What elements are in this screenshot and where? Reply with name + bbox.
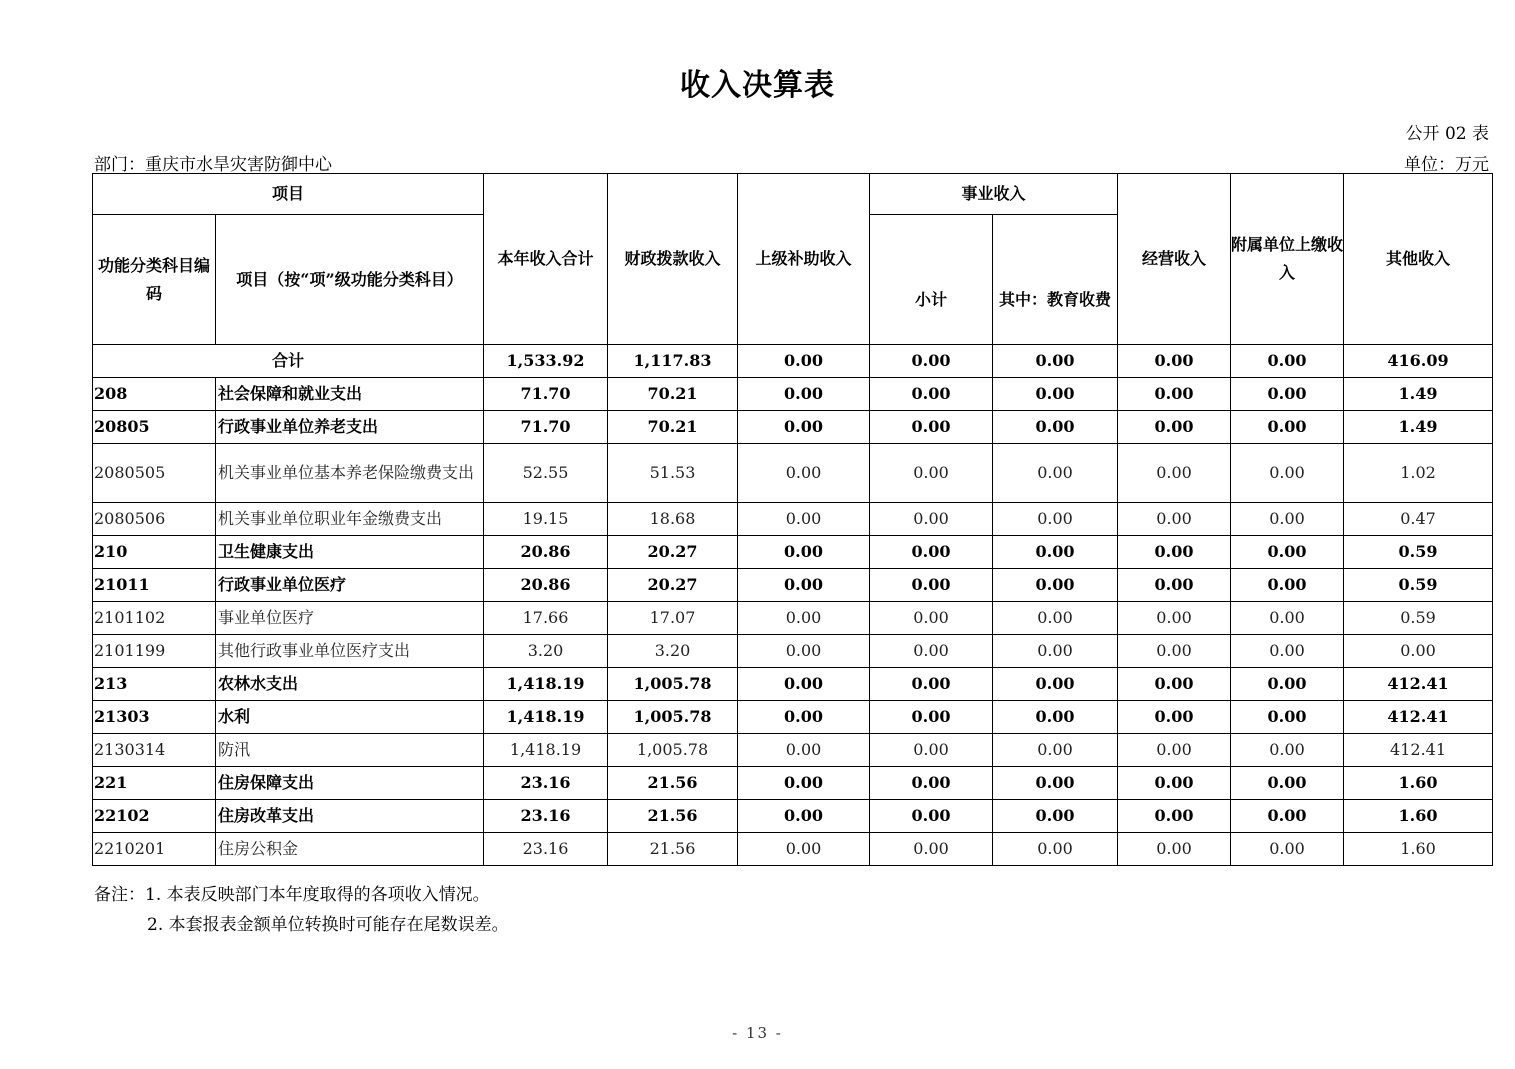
row-code: 2130314 <box>93 734 216 767</box>
row-value: 1,418.19 <box>484 734 608 767</box>
row-code: 20805 <box>93 411 216 444</box>
row-value: 52.55 <box>484 444 608 503</box>
row-value: 0.00 <box>1231 378 1344 411</box>
row-value: 23.16 <box>484 800 608 833</box>
row-value: 0.00 <box>1118 536 1231 569</box>
row-value: 70.21 <box>608 411 738 444</box>
row-value: 0.00 <box>993 800 1118 833</box>
row-value: 0.00 <box>993 378 1118 411</box>
row-value: 71.70 <box>484 411 608 444</box>
row-value: 1,005.78 <box>608 734 738 767</box>
table-row <box>93 569 1493 602</box>
row-value: 0.00 <box>1231 668 1344 701</box>
page-title: 收入决算表 <box>680 68 835 103</box>
row-value: 0.00 <box>1231 602 1344 635</box>
row-value: 17.66 <box>484 602 608 635</box>
row-value: 0.00 <box>1231 536 1344 569</box>
row-value: 20.86 <box>484 536 608 569</box>
row-value: 1.60 <box>1344 800 1493 833</box>
row-value: 0.00 <box>870 536 993 569</box>
header-business-group: 事业收入 <box>870 174 1118 215</box>
row-code: 2101102 <box>93 602 216 635</box>
row-code: 221 <box>93 767 216 800</box>
row-value: 0.00 <box>1118 767 1231 800</box>
row-value: 18.68 <box>608 503 738 536</box>
row-value: 21.56 <box>608 800 738 833</box>
row-value: 0.00 <box>1118 800 1231 833</box>
row-value: 0.00 <box>738 668 870 701</box>
table-row <box>93 536 1493 569</box>
header-affiliated: 附属单位上缴收入 <box>1231 174 1344 345</box>
row-value: 1.49 <box>1344 411 1493 444</box>
row-code: 2080506 <box>93 503 216 536</box>
row-value: 1.49 <box>1344 378 1493 411</box>
row-value: 0.00 <box>1118 734 1231 767</box>
row-value: 0.00 <box>870 569 993 602</box>
row-value: 71.70 <box>484 378 608 411</box>
table-row <box>93 635 1493 668</box>
header-fiscal: 财政拨款收入 <box>608 174 738 345</box>
total-row <box>93 345 1493 378</box>
row-value: 0.00 <box>870 701 993 734</box>
row-value: 0.00 <box>993 668 1118 701</box>
row-value: 1.60 <box>1344 833 1493 866</box>
row-value: 1,418.19 <box>484 668 608 701</box>
row-name: 事业单位医疗 <box>216 602 484 635</box>
table-row <box>93 411 1493 444</box>
row-value: 3.20 <box>484 635 608 668</box>
row-value: 0.00 <box>993 411 1118 444</box>
unit-label: 单位：万元 <box>1404 155 1489 175</box>
row-code: 21011 <box>93 569 216 602</box>
row-value: 0.00 <box>870 833 993 866</box>
note-1: 备注：1. 本表反映部门本年度取得的各项收入情况。 <box>94 885 490 905</box>
row-value: 412.41 <box>1344 734 1493 767</box>
row-value: 0.00 <box>1231 444 1344 503</box>
row-value: 1,005.78 <box>608 701 738 734</box>
table-row <box>93 668 1493 701</box>
row-value: 20.27 <box>608 569 738 602</box>
row-value: 0.00 <box>993 833 1118 866</box>
row-value: 0.00 <box>738 602 870 635</box>
row-value: 0.00 <box>870 444 993 503</box>
row-value: 0.00 <box>870 734 993 767</box>
row-value: 0.00 <box>738 767 870 800</box>
row-name: 机关事业单位职业年金缴费支出 <box>216 503 484 536</box>
row-value: 51.53 <box>608 444 738 503</box>
header-subtotal: 小计 <box>870 215 993 345</box>
row-value: 1.60 <box>1344 767 1493 800</box>
row-code: 22102 <box>93 800 216 833</box>
row-value: 0.00 <box>1118 378 1231 411</box>
total-cell: 416.09 <box>1344 345 1493 378</box>
row-value: 21.56 <box>608 833 738 866</box>
header-superior: 上级补助收入 <box>738 174 870 345</box>
form-number: 公开 02 表 <box>1405 124 1489 144</box>
row-value: 0.00 <box>738 833 870 866</box>
row-value: 0.59 <box>1344 602 1493 635</box>
total-cell: 1,533.92 <box>484 345 608 378</box>
note-2: 2. 本套报表金额单位转换时可能存在尾数误差。 <box>147 915 509 935</box>
row-name: 社会保障和就业支出 <box>216 378 484 411</box>
row-name: 卫生健康支出 <box>216 536 484 569</box>
row-name: 农林水支出 <box>216 668 484 701</box>
income-table <box>92 173 1493 866</box>
row-name: 水利 <box>216 701 484 734</box>
table-row <box>93 833 1493 866</box>
row-value: 0.00 <box>1118 668 1231 701</box>
row-value: 0.00 <box>1231 800 1344 833</box>
row-value: 0.00 <box>870 503 993 536</box>
row-value: 0.00 <box>1231 569 1344 602</box>
row-name: 其他行政事业单位医疗支出 <box>216 635 484 668</box>
row-value: 0.00 <box>870 602 993 635</box>
row-value: 0.00 <box>993 734 1118 767</box>
row-value: 0.00 <box>1231 734 1344 767</box>
row-name: 机关事业单位基本养老保险缴费支出 <box>216 444 484 503</box>
header-education: 其中：教育收费 <box>993 215 1118 345</box>
row-name: 防汛 <box>216 734 484 767</box>
row-value: 0.00 <box>738 503 870 536</box>
row-value: 0.00 <box>1118 701 1231 734</box>
row-name: 住房公积金 <box>216 833 484 866</box>
row-value: 1.02 <box>1344 444 1493 503</box>
total-label: 合计 <box>93 345 484 378</box>
table-row <box>93 701 1493 734</box>
row-value: 0.00 <box>993 444 1118 503</box>
row-value: 19.15 <box>484 503 608 536</box>
row-value: 0.00 <box>870 411 993 444</box>
row-value: 0.00 <box>738 411 870 444</box>
row-code: 210 <box>93 536 216 569</box>
row-value: 0.00 <box>738 444 870 503</box>
row-value: 0.00 <box>870 635 993 668</box>
row-value: 0.00 <box>1118 411 1231 444</box>
row-value: 70.21 <box>608 378 738 411</box>
row-value: 0.59 <box>1344 569 1493 602</box>
row-value: 0.00 <box>738 569 870 602</box>
row-value: 3.20 <box>608 635 738 668</box>
row-value: 412.41 <box>1344 701 1493 734</box>
row-value: 0.00 <box>993 569 1118 602</box>
row-value: 0.00 <box>1231 833 1344 866</box>
row-value: 0.00 <box>1231 701 1344 734</box>
row-value: 0.00 <box>993 701 1118 734</box>
row-value: 0.00 <box>738 536 870 569</box>
header-name: 项目（按“项”级功能分类科目） <box>216 215 484 345</box>
row-code: 2101199 <box>93 635 216 668</box>
row-code: 2210201 <box>93 833 216 866</box>
row-value: 0.00 <box>870 800 993 833</box>
row-value: 0.00 <box>1118 569 1231 602</box>
row-value: 20.86 <box>484 569 608 602</box>
row-code: 213 <box>93 668 216 701</box>
total-cell: 0.00 <box>1231 345 1344 378</box>
row-value: 0.00 <box>1231 411 1344 444</box>
header-item: 项目 <box>93 174 484 215</box>
row-value: 0.00 <box>1118 444 1231 503</box>
total-cell: 0.00 <box>870 345 993 378</box>
row-value: 17.07 <box>608 602 738 635</box>
header-other: 其他收入 <box>1344 174 1493 345</box>
department-label: 部门：重庆市水旱灾害防御中心 <box>94 155 332 175</box>
row-value: 1,005.78 <box>608 668 738 701</box>
header-operating: 经营收入 <box>1118 174 1231 345</box>
row-value: 0.00 <box>1231 503 1344 536</box>
table-row <box>93 767 1493 800</box>
row-value: 0.59 <box>1344 536 1493 569</box>
row-value: 23.16 <box>484 767 608 800</box>
row-value: 0.00 <box>1118 602 1231 635</box>
row-value: 0.00 <box>1231 767 1344 800</box>
row-name: 行政事业单位养老支出 <box>216 411 484 444</box>
table-row <box>93 800 1493 833</box>
row-value: 0.47 <box>1344 503 1493 536</box>
row-value: 0.00 <box>993 602 1118 635</box>
row-value: 0.00 <box>738 800 870 833</box>
total-cell: 0.00 <box>1118 345 1231 378</box>
table-row <box>93 734 1493 767</box>
row-value: 0.00 <box>738 378 870 411</box>
table-row <box>93 444 1493 503</box>
row-value: 0.00 <box>870 378 993 411</box>
row-value: 412.41 <box>1344 668 1493 701</box>
table-row <box>93 503 1493 536</box>
row-value: 21.56 <box>608 767 738 800</box>
row-value: 0.00 <box>1231 635 1344 668</box>
total-cell: 0.00 <box>993 345 1118 378</box>
row-code: 2080505 <box>93 444 216 503</box>
table-row <box>93 602 1493 635</box>
total-cell: 0.00 <box>738 345 870 378</box>
row-value: 0.00 <box>993 767 1118 800</box>
table-row <box>93 378 1493 411</box>
header-code: 功能分类科目编码 <box>93 215 216 345</box>
row-value: 0.00 <box>738 734 870 767</box>
row-value: 0.00 <box>1344 635 1493 668</box>
page-number: - 13 - <box>732 1024 783 1042</box>
row-value: 0.00 <box>993 536 1118 569</box>
row-name: 行政事业单位医疗 <box>216 569 484 602</box>
row-value: 0.00 <box>993 635 1118 668</box>
row-value: 0.00 <box>870 767 993 800</box>
row-code: 21303 <box>93 701 216 734</box>
total-cell: 1,117.83 <box>608 345 738 378</box>
row-value: 0.00 <box>1118 635 1231 668</box>
row-name: 住房改革支出 <box>216 800 484 833</box>
row-value: 0.00 <box>993 503 1118 536</box>
row-value: 0.00 <box>1118 833 1231 866</box>
row-value: 0.00 <box>870 668 993 701</box>
row-code: 208 <box>93 378 216 411</box>
row-value: 0.00 <box>1118 503 1231 536</box>
header-total: 本年收入合计 <box>484 174 608 345</box>
row-value: 23.16 <box>484 833 608 866</box>
row-value: 20.27 <box>608 536 738 569</box>
row-value: 1,418.19 <box>484 701 608 734</box>
row-value: 0.00 <box>738 635 870 668</box>
row-value: 0.00 <box>738 701 870 734</box>
row-name: 住房保障支出 <box>216 767 484 800</box>
